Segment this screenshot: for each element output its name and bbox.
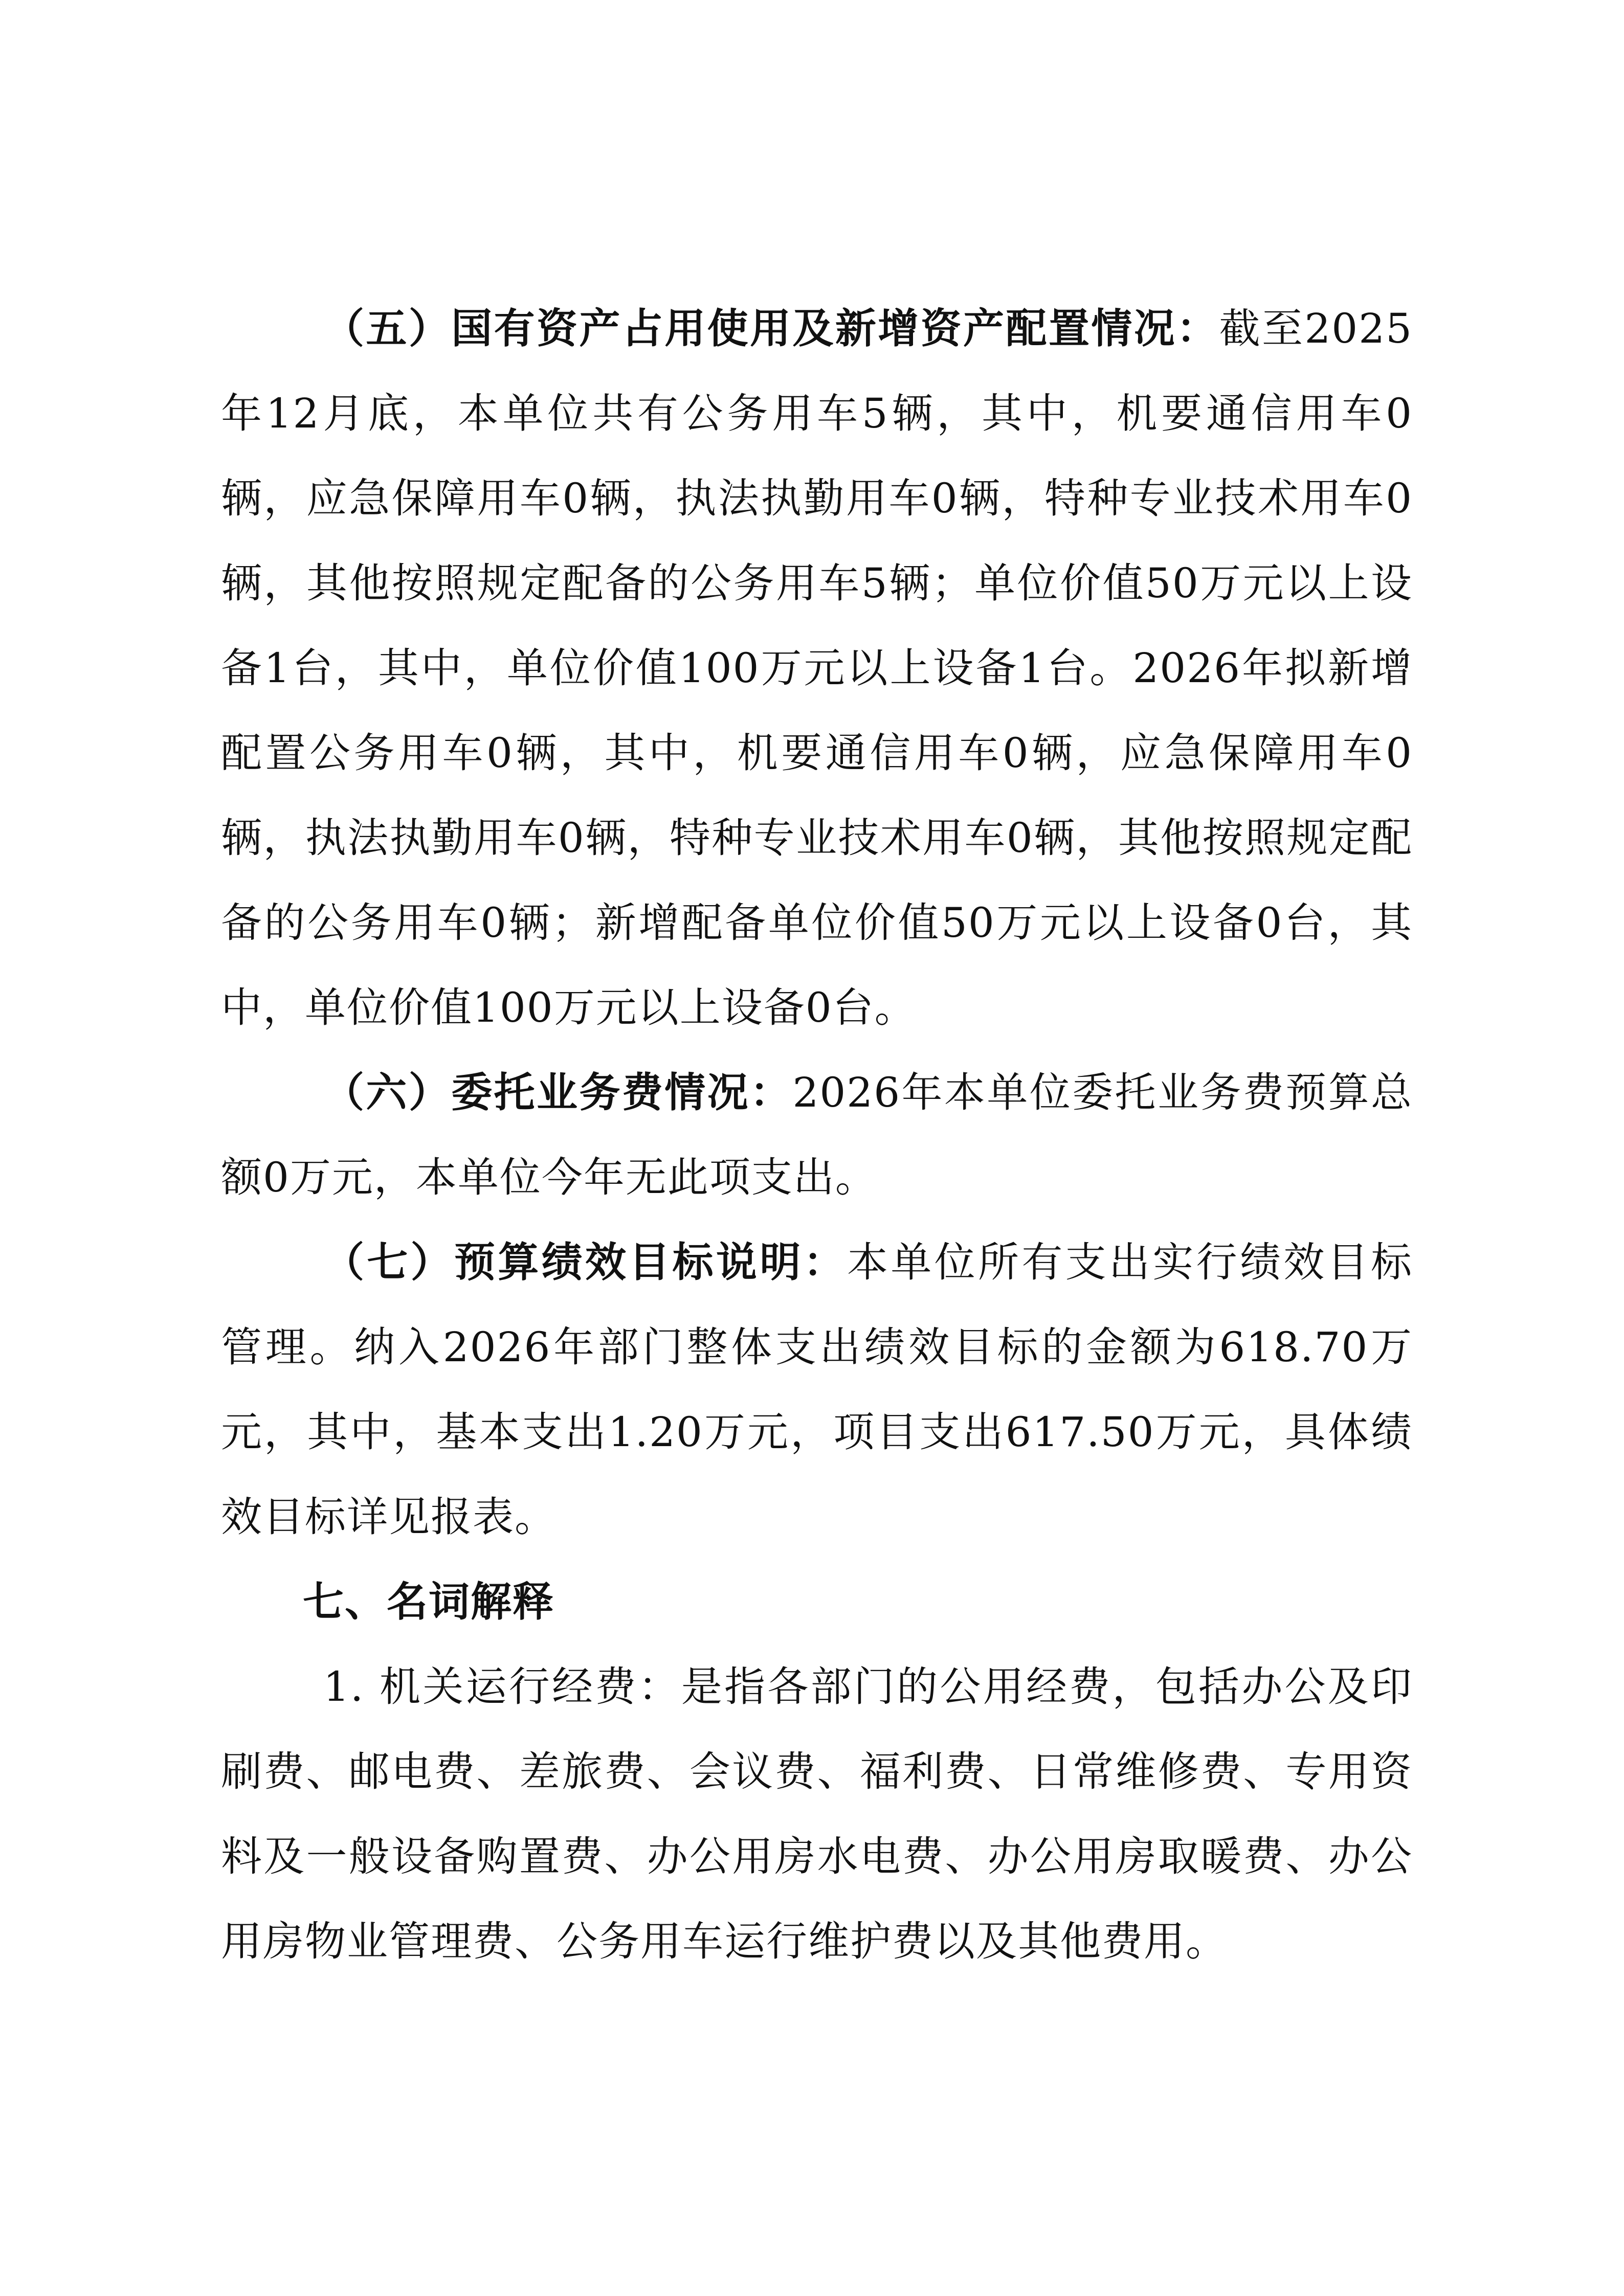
performance-paragraph (221, 1220, 1413, 1560)
commission-lead: （六）委托业务费情况： (323, 1069, 793, 1116)
glossary-heading: 七、名词解释 (303, 1578, 554, 1626)
document-page (221, 286, 1413, 1984)
assets-lead: （五）国有资产占用使用及新增资产配置情况： (323, 305, 1219, 352)
commission-paragraph (221, 1050, 1413, 1220)
glossary-item-1: 1. 机关运行经费：是指各部门的公用经费，包括办公及印刷费、邮电费、差旅费、会议费、福利费、日常维修费、专用资料及一般设备购置费、办公用房水电费、办公用房取暖费、办公用房物业管理费、公务用车运行维护费以及其他费用。 (221, 1663, 1413, 1965)
commission-body: 2026年本单位委托业务费预算总额0万元，本单位今年无此项支出。 (221, 1069, 1413, 1201)
performance-body: 本单位所有支出实行绩效目标管理。纳入2026年部门整体支出绩效目标的金额为618.70万元，其中，基本支出1.20万元，项目支出617.50万元，具体绩效目标详见报表。 (221, 1239, 1413, 1541)
performance-lead: （七）预算绩效目标说明： (323, 1239, 847, 1286)
assets-body: 截至2025年12月底，本单位共有公务用车5辆，其中，机要通信用车0辆，应急保障用车0辆，执法执勤用车0辆，特种专业技术用车0辆，其他按照规定配备的公务用车5辆；单位价值50万元以上设备1台，其中，单位价值100万元以上设备1台。2026年拟新增配置公务用车0辆，其中，机要通信用车0辆，应急保障用车0辆，执法执勤用车0辆，特种专业技术用车0辆，其他按照规定配备的公务用车0辆；新增配备单位价值50万元以上设备0台，其中，单位价值100万元以上设备0台。 (221, 305, 1413, 1031)
assets-paragraph (221, 286, 1413, 1050)
